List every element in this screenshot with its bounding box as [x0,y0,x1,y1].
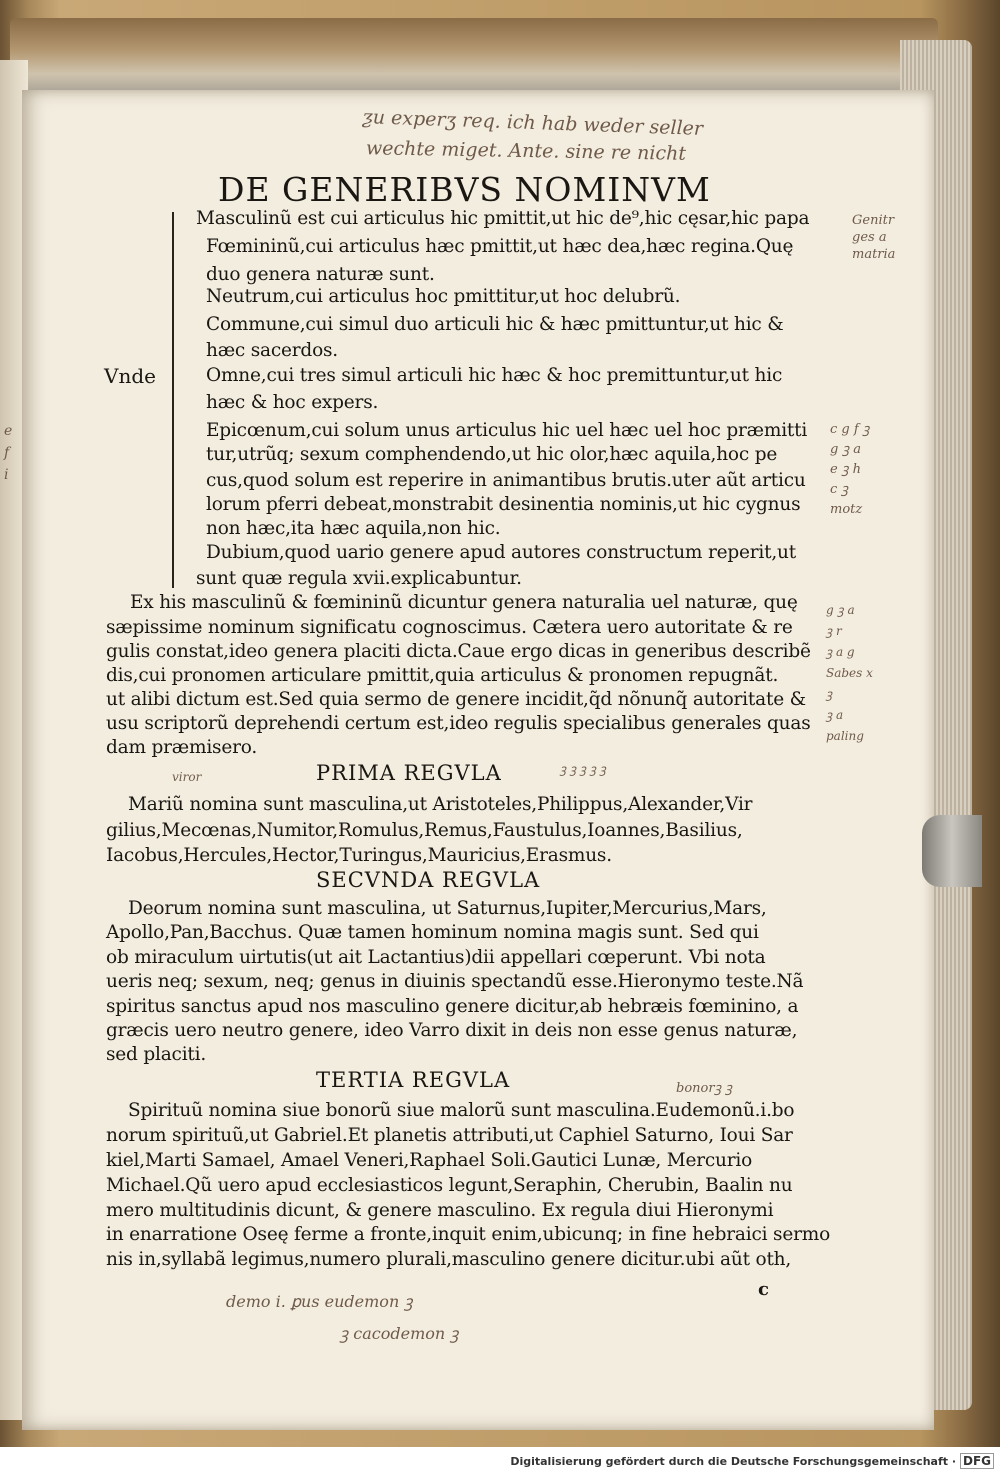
text-line: kiel,Marti Samael, Amael Veneri,Raphael Soli.Gautici Lunæ, Mercurio [106,1150,753,1171]
vnde-label: Vnde [104,364,156,388]
text-line: norum spirituũ,ut Gabriel.Et planetis attributi,ut Caphiel Saturno, Ioui Sar [106,1125,793,1146]
text-line: sed placiti. [106,1044,207,1065]
text-line: sæpissime nominum significatu cognoscimus. Cætera uero autoritate & re [106,617,793,638]
definition-line: Dubium,quod uario genere apud autores constructum reperit,ut [206,542,796,563]
text-line: dis,cui pronomen articulare pmittit,quia articulus & pronomen repugnãt. [106,665,779,686]
text-line: Iacobus,Hercules,Hector,Turingus,Mauricius,Erasmus. [106,845,612,866]
definition-line: lorum pferri debeat,monstrabit desinentia nominis,ut hic cygnus [206,494,801,515]
text-line: ob miraculum uirtutis(ut ait Lactantius)dii appellari cœperunt. Vbi nota [106,947,766,968]
text-line: ueris neq; sexum, neq; genus in diuinis spectandũ esse.Hieronymo teste.Nã [106,971,804,992]
text-line: dam præmisero. [106,737,258,758]
rule-heading-3: TERTIA REGVLA [316,1068,511,1092]
handwritten-note-top: ƺu experʒ req. ich hab weder seller [361,106,704,140]
text-line: Spirituũ nomina siue bonorũ siue malorũ sunt masculina.Eudemonũ.i.bo [128,1100,795,1121]
text-line: mero multitudinis dicunt, & genere masculino. Ex regula diui Hieronymi [106,1200,774,1221]
handwritten-note-top-2: wechte miget. Ante. sine re nicht [365,137,687,165]
text-line: græcis uero neutro genere, ideo Varro dixit in deis non esse genus naturæ, [106,1020,798,1041]
handwritten-note-vir: viror [172,770,202,784]
text-line: Apollo,Pan,Bacchus. Quæ tamen hominum nomina magis sunt. Sed qui [106,922,759,943]
text-line: Ex his masculinũ & fœmininũ dicuntur genera naturalia uel naturæ, quę [130,592,798,613]
dfg-logo: DFG [960,1453,994,1469]
definition-line: Neutrum,cui articulus hoc pmittitur,ut hoc delubrũ. [206,286,681,307]
definitions-brace [172,212,190,588]
handwritten-margin-right-2: c g f ꝫ g ꝫ a e ꝫ h c ꝫ motz [830,422,870,517]
handwritten-margin-left: e f i [4,423,13,483]
definition-line: hæc & hoc expers. [206,392,379,413]
text-line: Deorum nomina sunt masculina, ut Saturnus,Iupiter,Mercurius,Mars, [128,898,767,919]
definition-line: Epicœnum,cui solum unus articulus hic uel hæc uel hoc præmitti [206,420,808,441]
text-line: spiritus sanctus apud nos masculino genere dicitur,ab hebræis fœminino, a [106,996,799,1017]
handwritten-note-bottom: demo i. ꝑus eudemon ꝫ [226,1292,413,1311]
rule-heading-1: PRIMA REGVLA [316,761,502,785]
text-line: ut alibi dictum est.Sed quia sermo de genere incidit,q̃d nõnunq̃ autoritate & [106,689,806,710]
text-line: Michael.Qũ uero apud ecclesiasticos legunt,Seraphin, Cherubin, Baalin nu [106,1175,793,1196]
definition-line: Omne,cui tres simul articuli hic hæc & hoc premittuntur,ut hic [206,365,783,386]
handwritten-note-rule3: bonorꝫ ꝫ [676,1081,732,1096]
handwritten-margin-right-3: g ꝫ a ꝫ r ꝫ a g Sabes x ꝫ ꝫ a paling [826,603,873,743]
definition-line: non hæc,ita hæc aquila,non hic. [206,518,501,539]
definition-line: sunt quæ regula xvii.explicabuntur. [196,568,522,589]
definition-line: hæc sacerdos. [206,340,338,361]
rule-heading-2: SECVNDA REGVLA [316,868,541,892]
footer-bar [0,1447,1000,1477]
handwritten-interline: ꝫ ꝫ ꝫ ꝫ ꝫ [560,762,606,776]
definition-line: tur,utrũq; sexum comphendendo,ut hic olor,hæc aquila,hoc pe [206,444,778,465]
definition-line: Commune,cui simul duo articuli hic & hæc pmittuntur,ut hic & [206,314,784,335]
definition-line: cus,quod solum est reperire in animantibus brutis.uter aũt articu [206,470,806,491]
page-title: DE GENERIBVS NOMINVM [218,170,711,209]
text-line: Mariũ nomina sunt masculina,ut Aristoteles,Philippus,Alexander,Vir [128,794,753,815]
definition-line: duo genera naturæ sunt. [206,264,435,285]
handwritten-note-bottom-2: ꝫ cacodemon ꝫ [340,1324,459,1343]
metal-clasp [922,815,982,887]
text-line: usu scriptorũ deprehendi certum est,ideo regulis specialibus generales quas [106,713,811,734]
footer-credit: Digitalisierung gefördert durch die Deutsche Forschungsgemeinschaft · [510,1455,956,1468]
text-line: gilius,Mecœnas,Numitor,Romulus,Remus,Faustulus,Ioannes,Basilius, [106,820,743,841]
text-line: gulis constat,ideo genera placiti dicta.Caue ergo dicas in generibus describẽ [106,641,811,662]
book-top-edge [10,18,938,98]
signature-mark: c [758,1279,769,1300]
definition-line: Fœmininũ,cui articulus hæc pmittit,ut hæc dea,hæc regina.Quę [206,236,794,257]
text-line: nis in,syllabã legimus,numero plurali,masculino genere dicitur.ubi aũt oth, [106,1249,792,1270]
handwritten-margin-right: Genitr ges a matria [852,213,896,262]
text-line: in enarratione Oseę ferme a fronte,inquit enim,ubicunq; in fine hebraici sermo [106,1224,831,1245]
definition-line: Masculinũ est cui articulus hic pmittit,ut hic de⁹,hic cęsar,hic papa [196,208,810,229]
